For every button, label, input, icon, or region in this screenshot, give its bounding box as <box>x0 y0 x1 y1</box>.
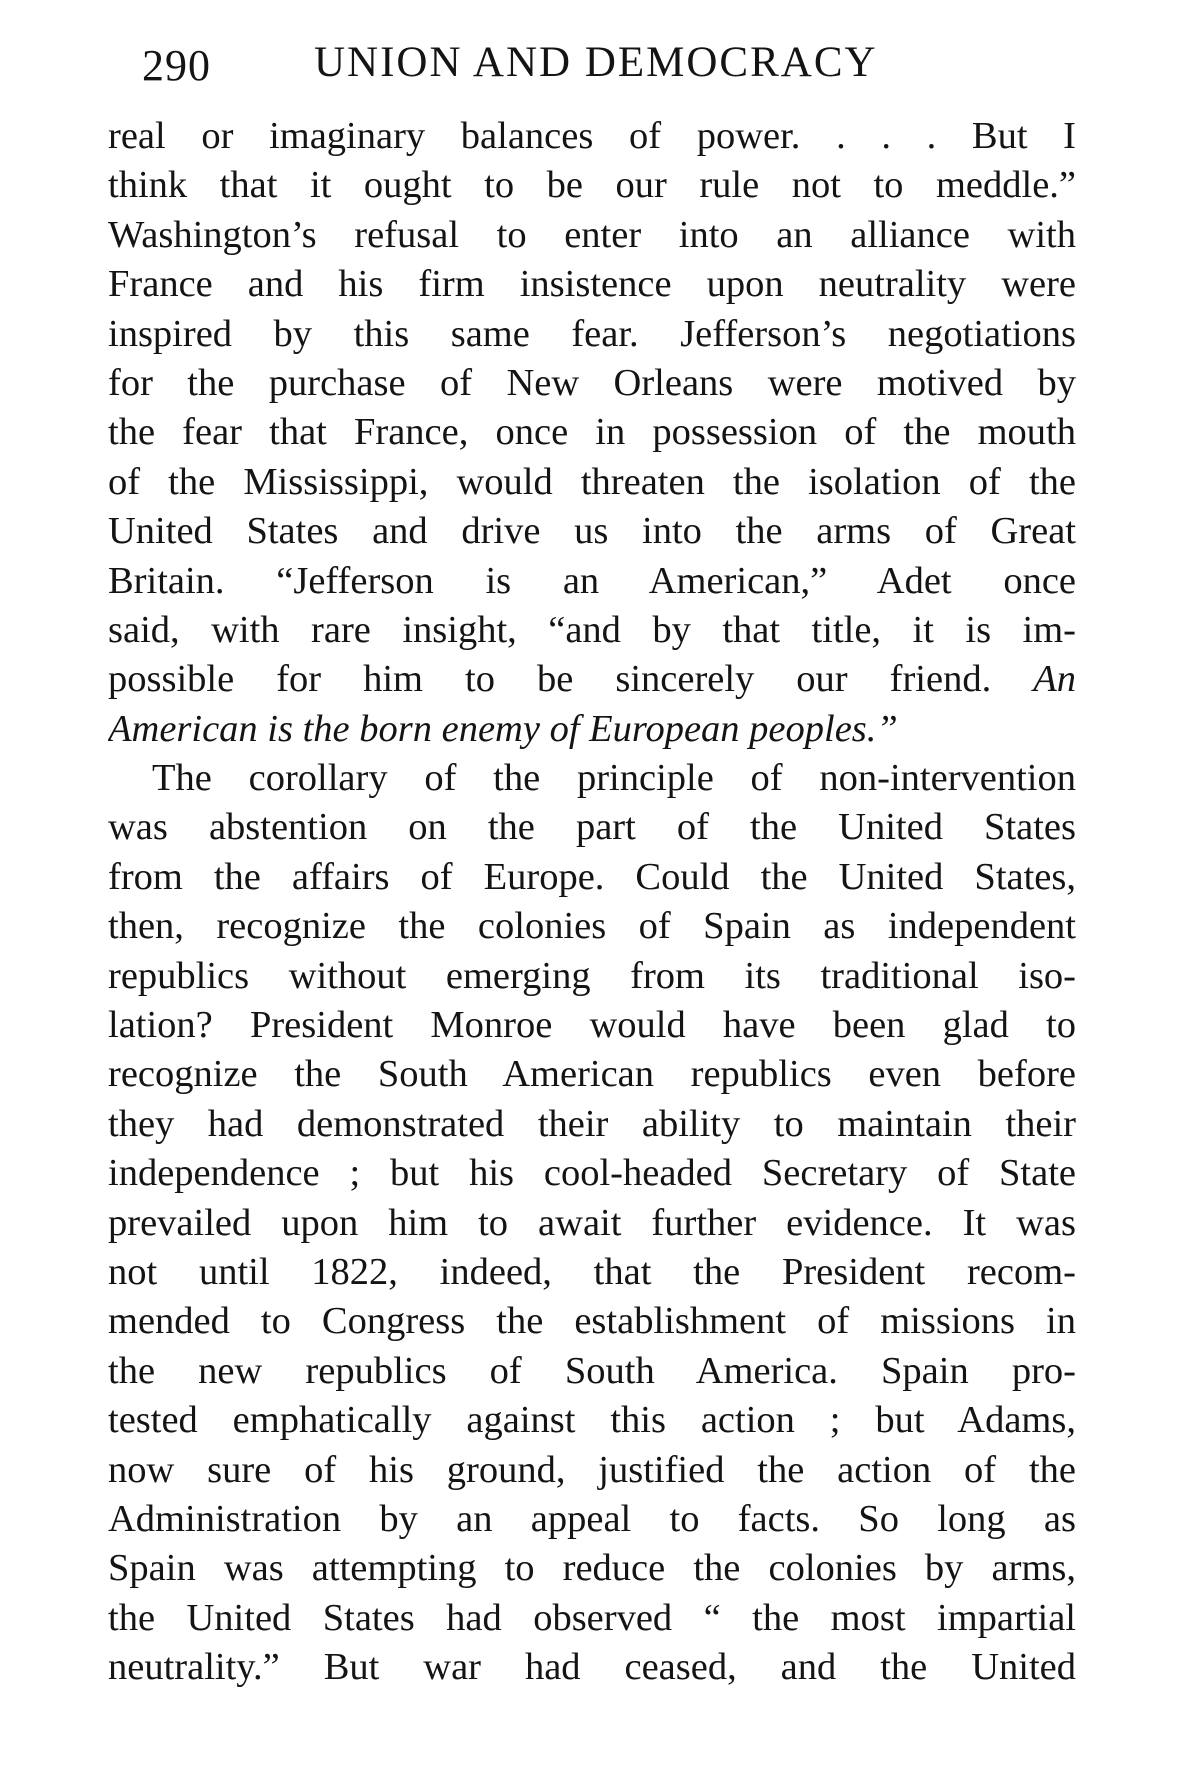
text-line: The corollary of the principle of non-intervention <box>152 757 1076 800</box>
running-title: UNION AND DEMOCRACY <box>314 39 878 86</box>
text-line: tested emphatically against this action ; but Adams, <box>108 1399 1076 1442</box>
body-text <box>108 112 1076 1693</box>
italic-quote: American is the born enemy of European peoples.” <box>108 707 898 750</box>
text-line: independence ; but his cool-headed Secretary of State <box>108 1152 1076 1195</box>
text-line-with-italic <box>108 655 1076 704</box>
text-line: then, recognize the colonies of Spain as independent <box>108 905 1076 948</box>
text-line: United States and drive us into the arms of Great <box>108 510 1076 553</box>
text-line: they had demonstrated their ability to maintain their <box>108 1102 1076 1145</box>
text-line: was abstention on the part of the United States <box>108 806 1076 849</box>
text-line: real or imaginary balances of power. . . . But I <box>108 115 1076 157</box>
text-line: for the purchase of New Orleans were motived by <box>108 361 1076 404</box>
text-line: republics without emerging from its traditional iso- <box>108 954 1076 997</box>
text-line: lation? President Monroe would have been glad to <box>108 1004 1076 1047</box>
paragraph-1 <box>108 112 1076 754</box>
text-line: said, with rare insight, “and by that title, it is im- <box>108 608 1076 651</box>
text-line: recognize the South American republics even before <box>108 1053 1076 1096</box>
italic-text-line <box>108 705 1076 754</box>
text-line: of the Mississippi, would threaten the isolation of the <box>108 460 1076 503</box>
paragraph-2 <box>108 754 1076 1692</box>
text-line: neutrality.” But war had ceased, and the United <box>108 1646 1076 1689</box>
text-line: Administration by an appeal to facts. So long as <box>108 1497 1076 1540</box>
text-line: now sure of his ground, justified the action of the <box>108 1448 1076 1491</box>
text-line: Spain was attempting to reduce the colonies by arms, <box>108 1547 1076 1590</box>
text-line: think that it ought to be our rule not to meddle.” <box>108 164 1076 207</box>
text-line: France and his firm insistence upon neutrality were <box>108 263 1076 306</box>
text-line: from the affairs of Europe. Could the United States, <box>108 855 1076 898</box>
text-line: prevailed upon him to await further evidence. It was <box>108 1201 1076 1244</box>
text-line-roman-part: possible for him to be sincerely our friend. <box>108 658 992 701</box>
italic-word: An <box>1033 658 1076 701</box>
text-line: Washington’s refusal to enter into an alliance with <box>108 213 1076 256</box>
text-line: the new republics of South America. Spain pro- <box>108 1349 1076 1392</box>
text-line: the United States had observed “ the most impartial <box>108 1596 1076 1639</box>
page-number: 290 <box>142 41 211 90</box>
text-line: mended to Congress the establishment of missions in <box>108 1300 1076 1343</box>
text-line: not until 1822, indeed, that the President recom- <box>108 1250 1076 1293</box>
text-line: the fear that France, once in possession of the mouth <box>108 411 1076 454</box>
text-line: Britain. “Jefferson is an American,” Adet once <box>108 559 1076 602</box>
text-line: inspired by this same fear. Jefferson’s negotiations <box>108 312 1076 355</box>
page-header <box>142 34 1092 104</box>
